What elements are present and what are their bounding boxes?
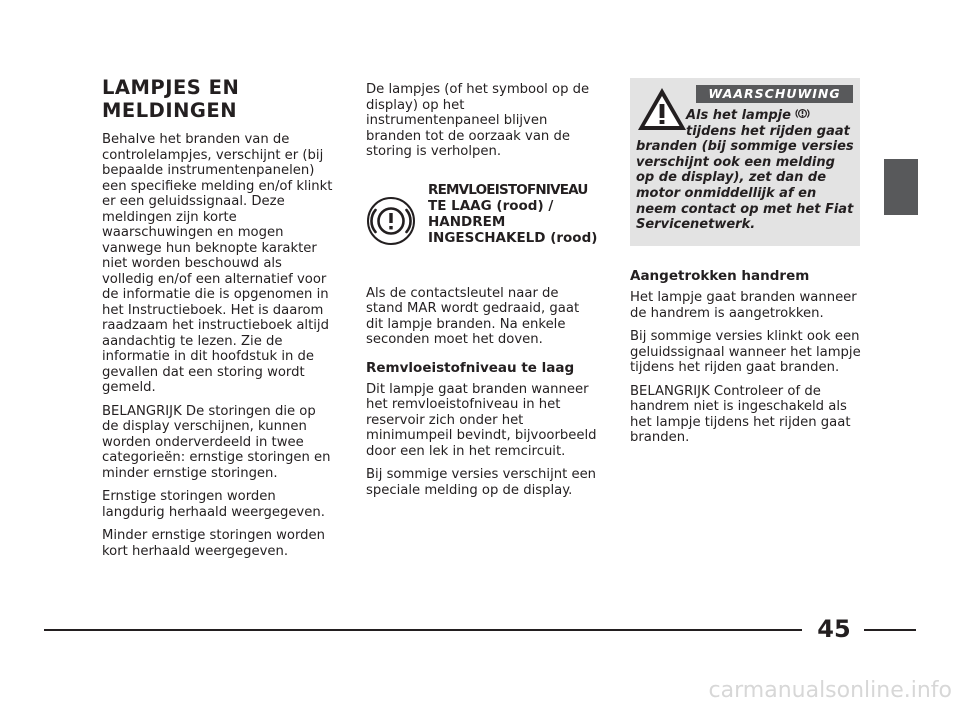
brake-warning-inline-icon <box>795 106 810 121</box>
paragraph-serious-faults: Ernstige storingen worden langdurig herhaald weergegeven. <box>102 489 325 520</box>
heading-line-1: LAMPJES EN <box>102 76 240 99</box>
paragraph-display-message: Bij sommige versies verschijnt een speciale melding op de display. <box>366 467 597 498</box>
symbol-title-line1: REMVLOEISTOFNIVEAU <box>428 181 588 198</box>
footer-rule-right <box>864 629 916 631</box>
paragraph-intro: Behalve het branden van de controlelampjes, verschijnt er (bij bepaalde instrumentenpanelen) een specifieke melding en/of klinkt er een geluidssignaal. Deze meldingen zijn korte waarschuwingen en mogen vanwege hun beknopte karakter niet worden beschouwd als volledig en/of een alternatief voor de informatie die is opgenomen in het Instructieboek. Het is daarom raadzaam het instructieboek altijd aandachtig te lezen. Zie de informatie in dit hoofdstuk in de gevallen dat een storing wordt gemeld. <box>102 132 333 395</box>
paragraph-handbrake-2: Bij sommige versies klinkt ook een geluidssignaal wanneer het lampje tijdens het rijden gaat branden. <box>630 329 861 375</box>
symbol-block <box>366 182 598 280</box>
paragraph-lamps-intro: De lampjes (of het symbool op de display) op het instrumentenpaneel blijven branden tot de oorzaak van de storing is verholpen. <box>366 82 590 159</box>
footer-rule-left <box>44 629 802 631</box>
warning-text-lead-line <box>636 106 854 124</box>
warning-box <box>630 78 860 246</box>
warning-text-rest: branden (bij sommige versies verschijnt ook een melding op de display), zet dan de motor onmiddellijk af en neem contact op met het Fiat Servicenetwerk. <box>636 139 854 233</box>
section-tab-marker <box>884 159 918 215</box>
paragraph-handbrake-1: Het lampje gaat branden wanneer de handrem is aangetrokken. <box>630 290 857 321</box>
warning-text <box>636 106 854 233</box>
warning-text-lead: Als het lampje <box>686 108 791 123</box>
paragraph-key-mar: Als de contactsleutel naar de stand MAR wordt gedraaid, gaat dit lampje branden. Na enkele seconden moet het doven. <box>366 285 580 347</box>
column-right <box>630 268 862 454</box>
column-middle <box>366 82 598 506</box>
watermark-text: carmanualsonline.info <box>708 678 952 703</box>
subheading-fluid-low: Remvloeistofniveau te laag <box>366 359 575 376</box>
paragraph-handbrake-3: BELANGRIJK Controleer of de handrem niet is ingeschakeld als het lampje tijdens het rijden gaat branden. <box>630 383 851 445</box>
section-heading <box>102 76 334 122</box>
symbol-title-rest: TE LAAG (rood) / HANDREM INGESCHAKELD (rood) <box>428 197 598 247</box>
page-number: 45 <box>817 615 851 643</box>
brake-warning-icon <box>366 196 416 246</box>
warning-text-line2: tijdens het rijden gaat <box>686 123 850 139</box>
warning-label: WAARSCHUWING <box>696 85 853 103</box>
paragraph-minor-faults: Minder ernstige storingen worden kort herhaald weergegeven. <box>102 528 326 559</box>
column-left <box>102 76 334 567</box>
symbol-title <box>428 182 598 247</box>
heading-line-2: MELDINGEN <box>102 99 238 122</box>
subheading-handbrake: Aangetrokken handrem <box>630 268 810 284</box>
paragraph-important: BELANGRIJK De storingen die op de display verschijnen, kunnen worden onderverdeeld in twee categorieën: ernstige storingen en minder ernstige storingen. <box>102 403 331 481</box>
paragraph-fluid-low: Dit lampje gaat branden wanneer het remvloeistofniveau in het reservoir zich onder het minimumpeil bevindt, bijvoorbeeld door een lek in het remcircuit. <box>366 381 597 459</box>
